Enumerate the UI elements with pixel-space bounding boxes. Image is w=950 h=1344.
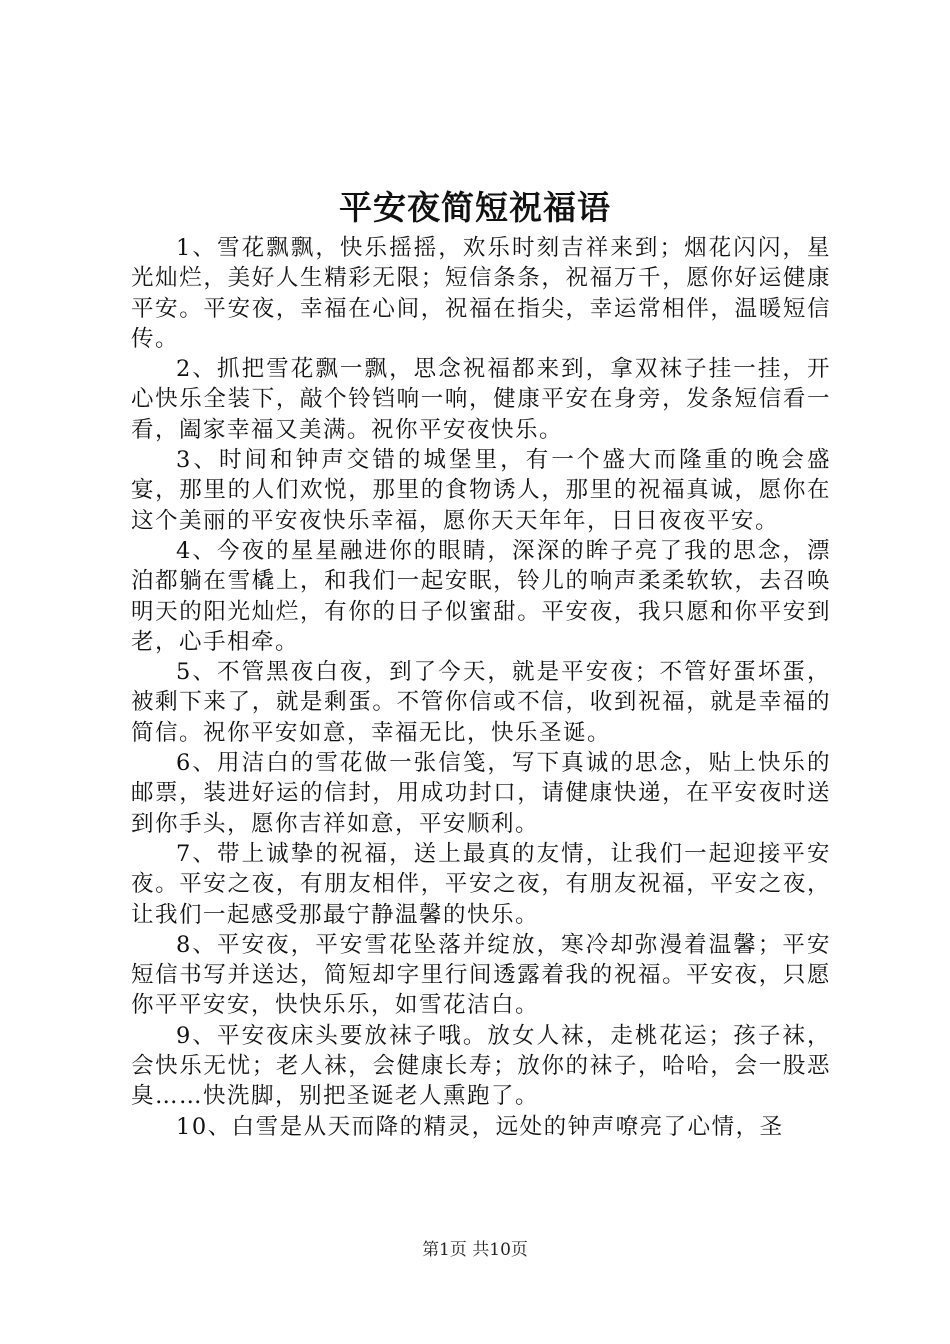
paragraph: 3、时间和钟声交错的城堡里，有一个盛大而隆重的晚会盛宴，那里的人们欢悦，那里的食物诱人，那里的祝福真诚，愿你在这个美丽的平安夜快乐幸福，愿你天天年年，日日夜夜平安。 <box>131 447 831 534</box>
paragraph: 7、带上诚挚的祝福，送上最真的友情，让我们一起迎接平安夜。平安之夜，有朋友相伴，平安之夜，有朋友祝福，平安之夜，让我们一起感受那最宁静温馨的快乐。 <box>131 840 831 928</box>
paragraph: 5、不管黑夜白夜，到了今天，就是平安夜；不管好蛋坏蛋，被剩下来了，就是剩蛋。不管你信或不信，收到祝福，就是幸福的简信。祝你平安如意，幸福无比，快乐圣诞。 <box>131 659 831 746</box>
paragraph: 8、平安夜，平安雪花坠落并绽放，寒冷却弥漫着温馨；平安短信书写并送达，简短却字里行间透露着我的祝福。平安夜，只愿你平平安安，快快乐乐，如雪花洁白。 <box>131 931 831 1019</box>
document-title: 平安夜简短祝福语 <box>339 188 611 227</box>
paragraph: 1、雪花飘飘，快乐摇摇，欢乐时刻吉祥来到；烟花闪闪，星光灿烂，美好人生精彩无限；短信条条，祝福万千，愿你好运健康平安。平安夜，幸福在心间，祝福在指尖，幸运常相伴，温暖短信传。 <box>131 235 831 352</box>
paragraph: 10、白雪是从天而降的精灵，远处的钟声嘹亮了心情，圣 <box>176 1113 784 1140</box>
paragraph: 2、抓把雪花飘一飘，思念祝福都来到，拿双袜子挂一挂，开心快乐全装下，敲个铃铛响一响，健康平安在身旁，发条短信看一看，阖家幸福又美满。祝你平安夜快乐。 <box>131 356 831 443</box>
paragraph: 9、平安夜床头要放袜子哦。放女人袜，走桃花运；孩子袜，会快乐无忧；老人袜，会健康长寿；放你的袜子，哈哈，会一股恶臭……快洗脚，别把圣诞老人熏跑了。 <box>131 1022 831 1110</box>
paragraph: 6、用洁白的雪花做一张信笺，写下真诚的思念，贴上快乐的邮票，装进好运的信封，用成功封口，请健康快递，在平安夜时送到你手头，愿你吉祥如意，平安顺利。 <box>131 750 831 837</box>
paragraph: 4、今夜的星星融进你的眼睛，深深的眸子亮了我的思念，漂泊都躺在雪橇上，和我们一起安眠，铃儿的响声柔柔软软，去召唤明天的阳光灿烂，有你的日子似蜜甜。平安夜，我只愿和你平安到老，心手相牵。 <box>131 537 831 655</box>
page-number-footer: 第1页 共10页 <box>422 1240 528 1260</box>
document-body <box>131 233 831 1142</box>
